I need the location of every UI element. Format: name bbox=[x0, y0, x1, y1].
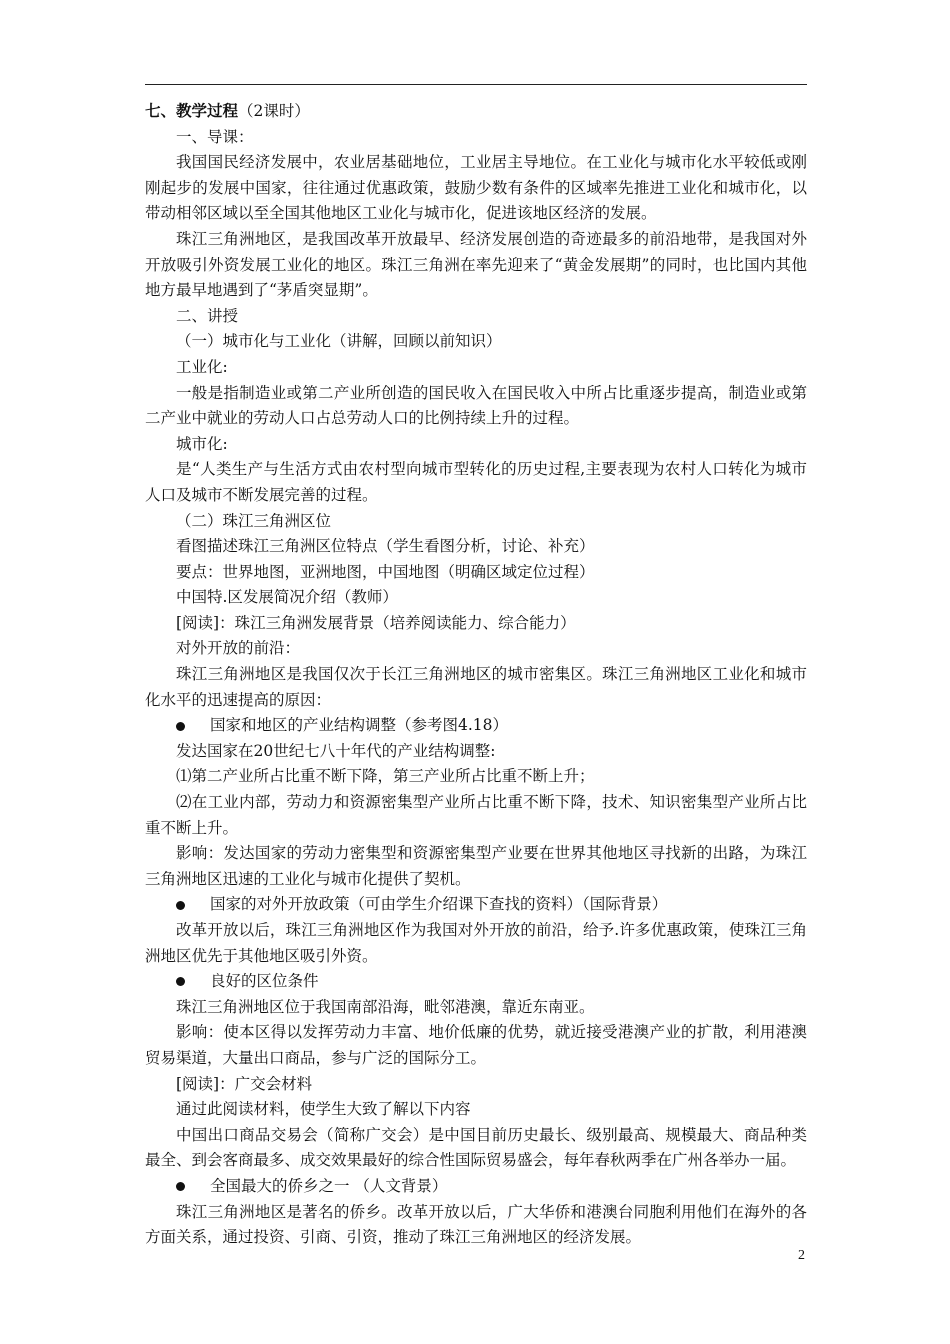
paragraph: 对外开放的前沿： bbox=[176, 639, 301, 658]
bullet-item bbox=[145, 892, 807, 918]
paragraph: [阅读]：珠江三角洲发展背景（培养阅读能力、综合能力） bbox=[176, 613, 576, 632]
section-title-note: （2课时） bbox=[238, 102, 310, 120]
page-number: 2 bbox=[798, 1248, 805, 1263]
paragraph: 珠江三角洲地区，是我国改革开放最早、经济发展创造的奇迹最多的前沿地带，是我国对外开放吸引外资发展工业化的地区。珠江三角洲在率先迎来了“黄金发展期”的同时，也比国内其他地方最早地遇到了“茅盾突显期”。 bbox=[145, 229, 807, 300]
paragraph: 影响：使本区得以发挥劳动力丰富、地价低廉的优势，就近接受港澳产业的扩散，利用港澳贸易渠道，大量出口商品，参与广泛的国际分工。 bbox=[145, 1023, 807, 1067]
paragraph: ⑵在工业内部，劳动力和资源密集型产业所占比重不断下降，技术、知识密集型产业所占比重不断上升。 bbox=[145, 793, 807, 837]
paragraph: [阅读]：广交会材料 bbox=[176, 1074, 313, 1093]
paragraph: 我国国民经济发展中，农业居基础地位，工业居主导地位。在工业化与城市化水平较低或刚刚起步的发展中国家，往往通过优惠政策，鼓励少数有条件的区域率先推进工业化和城市化，以带动相邻区域以至全国其他地区工业化与城市化，促进该地区经济的发展。 bbox=[145, 153, 807, 223]
document-body bbox=[145, 98, 807, 1251]
paragraph: （二）珠江三角洲区位 bbox=[176, 511, 332, 530]
paragraph: （一）城市化与工业化（讲解，回顾以前知识） bbox=[176, 332, 502, 351]
paragraph: 改革开放以后，珠江三角洲地区作为我国对外开放的前沿，给予.许多优惠政策，使珠江三角洲地区优先于其他地区吸引外资。 bbox=[145, 921, 807, 965]
paragraph: 影响：发达国家的劳动力密集型和资源密集型产业要在世界其他地区寻找新的出路，为珠江三角洲地区迅速的工业化与城市化提供了契机。 bbox=[145, 844, 807, 888]
bullet-item bbox=[145, 713, 807, 739]
bullet-text: 国家的对外开放政策（可由学生介绍课下查找的资料）（国际背景） bbox=[210, 895, 668, 914]
paragraph: 珠江三角洲地区是我国仅次于长江三角洲地区的城市密集区。珠江三角洲地区工业化和城市化水平的迅速提高的原因： bbox=[145, 665, 807, 709]
paragraph: 工业化: bbox=[176, 357, 228, 376]
bullet-text: 全国最大的侨乡之一 （人文背景） bbox=[210, 1176, 448, 1195]
bullet-icon bbox=[176, 901, 185, 910]
bullet-text: 良好的区位条件 bbox=[210, 972, 319, 991]
paragraph: 珠江三角洲地区是著名的侨乡。改革开放以后，广大华侨和港澳台同胞利用他们在海外的各方面关系，通过投资、引商、引资，推动了珠江三角洲地区的经济发展。 bbox=[145, 1202, 807, 1247]
paragraph: 珠江三角洲地区位于我国南部沿海，毗邻港澳，靠近东南亚。 bbox=[176, 997, 595, 1016]
bullet-text: 国家和地区的产业结构调整（参考图4.18） bbox=[210, 716, 509, 735]
paragraph: 一般是指制造业或第二产业所创造的国民收入在国民收入中所占比重逐步提高，制造业或第二产业中就业的劳动人口占总劳动人口的比例持续上升的过程。 bbox=[145, 383, 807, 428]
paragraph: 中国出口商品交易会（简称广交会）是中国目前历史最长、级别最高、规模最大、商品种类最全、到会客商最多、成交效果最好的综合性国际贸易盛会，每年春秋两季在广州各举办一届。 bbox=[145, 1125, 807, 1170]
paragraph: 中国特.区发展简况介绍（教师） bbox=[176, 588, 398, 607]
bullet-icon bbox=[176, 722, 185, 731]
paragraph: 看图描述珠江三角洲区位特点（学生看图分析，讨论、补充） bbox=[176, 537, 595, 556]
paragraph: 要点：世界地图，亚洲地图，中国地图（明确区域定位过程） bbox=[176, 562, 595, 581]
paragraph: 发达国家在20世纪七八十年代的产业结构调整: bbox=[176, 741, 496, 760]
bullet-icon bbox=[176, 1182, 185, 1191]
paragraph: 一、导课： bbox=[176, 127, 254, 146]
section-heading bbox=[145, 98, 807, 125]
bullet-icon bbox=[176, 977, 185, 986]
section-title: 七、教学过程 bbox=[145, 101, 239, 120]
bullet-item bbox=[145, 1174, 807, 1200]
paragraph: 通过此阅读材料，使学生大致了解以下内容 bbox=[176, 1100, 471, 1119]
bullet-item bbox=[145, 969, 807, 995]
paragraph: 二、讲授 bbox=[176, 306, 239, 325]
paragraph: ⑴第二产业所占比重不断下降，第三产业所占比重不断上升； bbox=[176, 767, 595, 786]
header-rule bbox=[145, 84, 807, 85]
paragraph: 城市化: bbox=[176, 434, 228, 453]
paragraph: 是“人类生产与生活方式由农村型向城市型转化的历史过程,主要表现为农村人口转化为城市人口及城市不断发展完善的过程。 bbox=[145, 460, 807, 504]
